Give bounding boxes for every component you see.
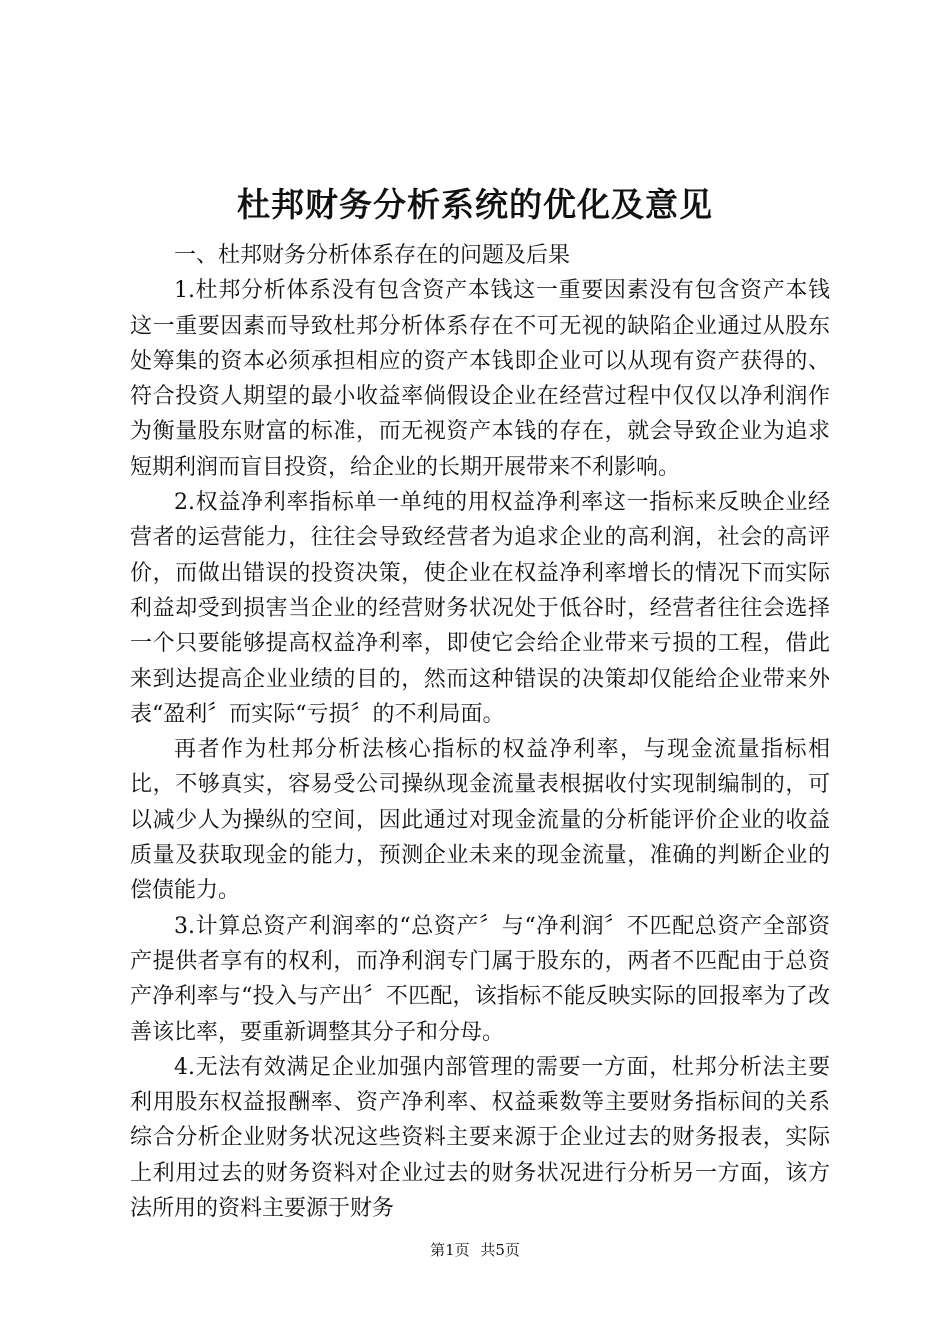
document-body bbox=[130, 238, 830, 1226]
paragraph-3: 再者作为杜邦分析法核心指标的权益净利率，与现金流量指标相比，不够真实，容易受公司操纵现金流量表根据收付实现制编制的，可以减少人为操纵的空间，因此通过对现金流量的分析能评价企业的收益质量及获取现金的能力，预测企业未来的现金流量，准确的判断企业的偿债能力。 bbox=[130, 737, 830, 904]
page-number: 第1页 bbox=[430, 1241, 470, 1259]
page-footer bbox=[0, 1240, 950, 1260]
page-total: 共5页 bbox=[480, 1241, 520, 1259]
section-heading: 一、杜邦财务分析体系存在的问题及后果 bbox=[174, 243, 571, 268]
paragraph-4: 3.计算总资产利润率的“总资产〞与“净利润〞不匹配总资产全部资产提供者享有的权利，而净利润专门属于股东的，两者不匹配由于总资产净利率与“投入与产出〞不匹配，该指标不能反映实际的回报率为了改善该比率，要重新调整其分子和分母。 bbox=[130, 913, 830, 1045]
paragraph-1: 1.杜邦分析体系没有包含资产本钱这一重要因素没有包含资产本钱这一重要因素而导致杜邦分析体系存在不可无视的缺陷企业通过从股东处筹集的资本必须承担相应的资产本钱即企业可以从现有资产获得的、符合投资人期望的最小收益率倘假设企业在经营过程中仅仅以净利润作为衡量股东财富的标准，而无视资产本钱的存在，就会导致企业为追求短期利润而盲目投资，给企业的长期开展带来不利影响。 bbox=[130, 278, 830, 480]
paragraph-5: 4.无法有效满足企业加强内部管理的需要一方面，杜邦分析法主要利用股东权益报酬率、资产净利率、权益乘数等主要财务指标间的关系综合分析企业财务状况这些资料主要来源于企业过去的财务报表，实际上利用过去的财务资料对企业过去的财务状况进行分析另一方面，该方法所用的资料主要源于财务 bbox=[130, 1054, 830, 1222]
paragraph-2: 2.权益净利率指标单一单纯的用权益净利率这一指标来反映企业经营者的运营能力，往往会导致经营者为追求企业的高利润，社会的高评价，而做出错误的投资决策，使企业在权益净利率增长的情况下而实际利益却受到损害当企业的经营财务状况处于低谷时，经营者往往会选择一个只要能够提高权益净利率，即使它会给企业带来亏损的工程，借此来到达提高企业业绩的目的，然而这种错误的决策却仅能给企业带来外表“盈利〞而实际“亏损〞的不利局面。 bbox=[130, 490, 830, 727]
document-title: 杜邦财务分析系统的优化及意见 bbox=[237, 185, 713, 224]
